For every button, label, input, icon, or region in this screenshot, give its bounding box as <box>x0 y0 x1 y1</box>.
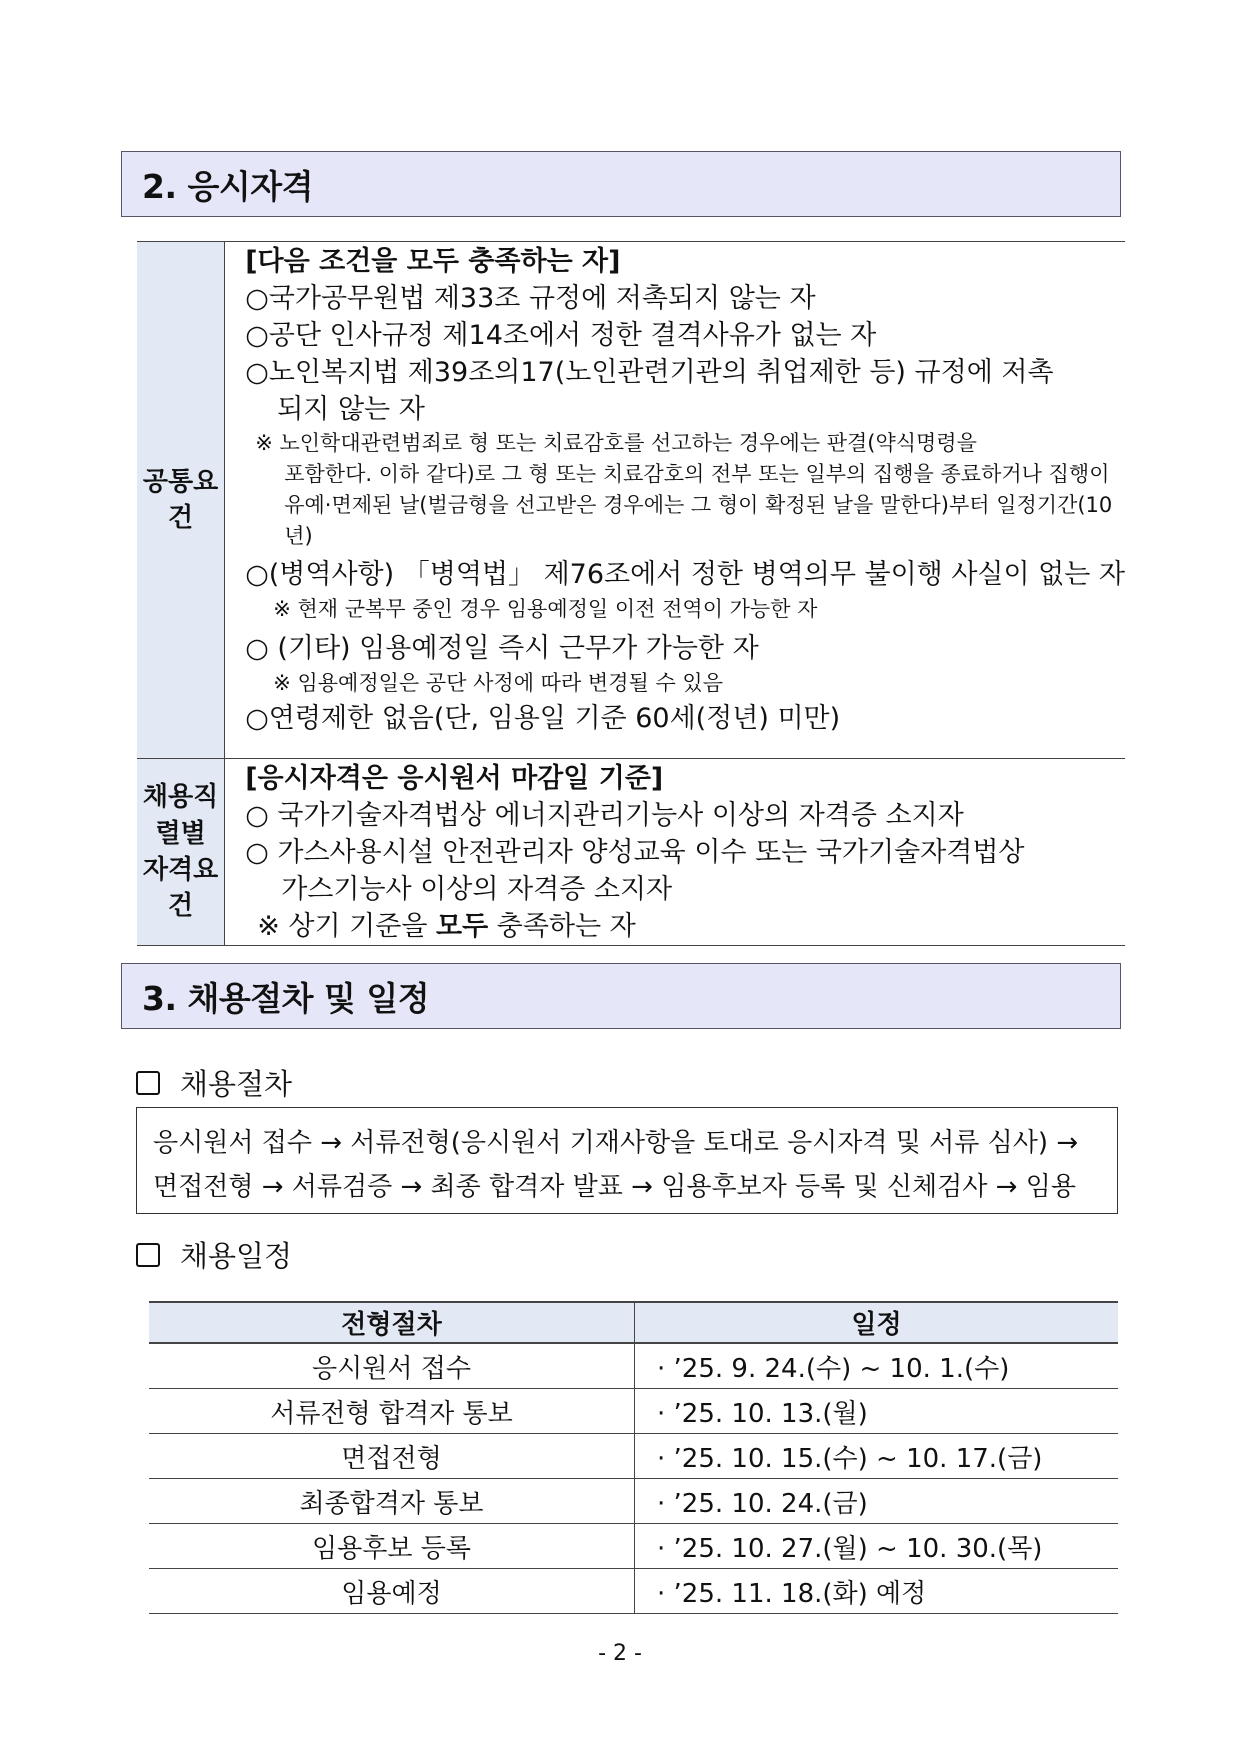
schedule-stage: 최종합격자 통보 <box>149 1479 635 1524</box>
common-item-3-cont: 되지 않는 자 <box>277 394 425 425</box>
procedure-heading-text: 채용절차 <box>180 1067 293 1101</box>
common-note-military: ※ 현재 군복무 중인 경우 임용예정일 이전 전역이 가능한 자 <box>273 597 818 621</box>
checkbox-square-icon <box>136 1071 160 1095</box>
table-row <box>149 1479 1118 1524</box>
schedule-date: · ’25. 11. 18.(화) 예정 <box>635 1569 1119 1614</box>
schedule-date: · ’25. 9. 24.(수) ~ 10. 1.(수) <box>635 1343 1119 1389</box>
table-row <box>149 1434 1118 1479</box>
schedule-date: · ’25. 10. 15.(수) ~ 10. 17.(금) <box>635 1434 1119 1479</box>
schedule-date: · ’25. 10. 13.(월) <box>635 1389 1119 1434</box>
table-row <box>149 1343 1118 1389</box>
procedure-box <box>136 1107 1118 1214</box>
schedule-header-date: 일정 <box>635 1302 1119 1343</box>
common-item-2: ○공단 인사규정 제14조에서 정한 결격사유가 없는 자 <box>245 320 877 351</box>
schedule-heading <box>136 1234 292 1275</box>
job-item-2-cont: 가스기능사 이상의 자격증 소지자 <box>281 874 673 905</box>
section-2-title: 2. 응시자격 <box>142 166 313 206</box>
job-note-pre: ※ 상기 기준을 <box>257 911 436 942</box>
section-2-header <box>121 151 1121 217</box>
common-requirements-row <box>137 242 1125 759</box>
schedule-stage: 임용예정 <box>149 1569 635 1614</box>
procedure-heading <box>136 1062 292 1103</box>
table-row <box>149 1569 1118 1614</box>
job-requirements-content <box>225 759 1125 946</box>
common-item-military: ○(병역사항) 「병역법」 제76조에서 정한 병역의무 불이행 사실이 없는 자 <box>245 559 1125 590</box>
procedure-line-1: 응시원서 접수 → 서류전형(응시원서 기재사항을 토대로 응시자격 및 서류 심사) → <box>153 1128 1079 1158</box>
job-note-post: 충족하는 자 <box>488 911 636 942</box>
section-3-header <box>121 963 1121 1029</box>
job-item-2: ○ 가스사용시설 안전관리자 양성교육 이수 또는 국가기술자격법상 <box>245 837 1025 868</box>
schedule-stage: 서류전형 합격자 통보 <box>149 1389 635 1434</box>
table-row <box>149 1389 1118 1434</box>
schedule-date: · ’25. 10. 27.(월) ~ 10. 30.(목) <box>635 1524 1119 1569</box>
job-item-1: ○ 국가기술자격법상 에너지관리기능사 이상의 자격증 소지자 <box>245 800 964 831</box>
common-item-3: ○노인복지법 제39조의17(노인관련기관의 취업제한 등) 규정에 저촉 <box>245 357 1054 388</box>
job-label-line2: 자격요건 <box>142 855 219 922</box>
job-heading: [응시자격은 응시원서 마감일 기준] <box>245 763 664 794</box>
common-note-abuse-rest: 포함한다. 이하 같다)로 그 형 또는 치료감호의 전부 또는 일부의 집행을 종료하거나 집행이 유예·면제된 날(벌금형을 선고받은 경우에는 그 형이 확정된 날을 말한다)부터 일정기간(10년) <box>284 462 1113 548</box>
schedule-header-stage: 전형절차 <box>149 1302 635 1343</box>
job-note-bold: 모두 <box>436 911 489 942</box>
page-number: - 2 - <box>598 1641 642 1666</box>
section-3-title: 3. 채용절차 및 일정 <box>142 978 430 1018</box>
procedure-line-2: 면접전형 → 서류검증 → 최종 합격자 발표 → 임용후보자 등록 및 신체검사 → 임용 <box>153 1172 1076 1202</box>
schedule-stage: 면접전형 <box>149 1434 635 1479</box>
common-note-other: ※ 임용예정일은 공단 사정에 따라 변경될 수 있음 <box>273 671 723 695</box>
schedule-table <box>149 1301 1118 1614</box>
common-heading: [다음 조건을 모두 충족하는 자] <box>245 246 621 277</box>
schedule-stage: 임용후보 등록 <box>149 1524 635 1569</box>
table-row <box>149 1524 1118 1569</box>
common-item-age: ○연령제한 없음(단, 임용일 기준 60세(정년) 미만) <box>245 703 841 734</box>
job-requirements-label <box>137 759 225 946</box>
requirements-table <box>137 241 1125 946</box>
schedule-heading-text: 채용일정 <box>180 1239 293 1273</box>
schedule-header-row <box>149 1302 1118 1343</box>
job-requirements-row <box>137 759 1125 946</box>
common-item-other: ○ (기타) 임용예정일 즉시 근무가 가능한 자 <box>245 633 759 664</box>
common-item-1: ○국가공무원법 제33조 규정에 저촉되지 않는 자 <box>245 283 816 314</box>
job-note <box>225 908 1125 945</box>
schedule-date: · ’25. 10. 24.(금) <box>635 1479 1119 1524</box>
schedule-stage: 응시원서 접수 <box>149 1343 635 1389</box>
common-requirements-label: 공통요건 <box>137 242 225 759</box>
checkbox-square-icon <box>136 1243 160 1267</box>
job-label-line1: 채용직렬별 <box>142 782 219 849</box>
common-note-abuse-line1: ※ 노인학대관련범죄로 형 또는 치료감호를 선고하는 경우에는 판결(약식명령을 <box>255 431 977 455</box>
common-requirements-content <box>225 242 1125 759</box>
common-note-abuse <box>225 428 1125 552</box>
